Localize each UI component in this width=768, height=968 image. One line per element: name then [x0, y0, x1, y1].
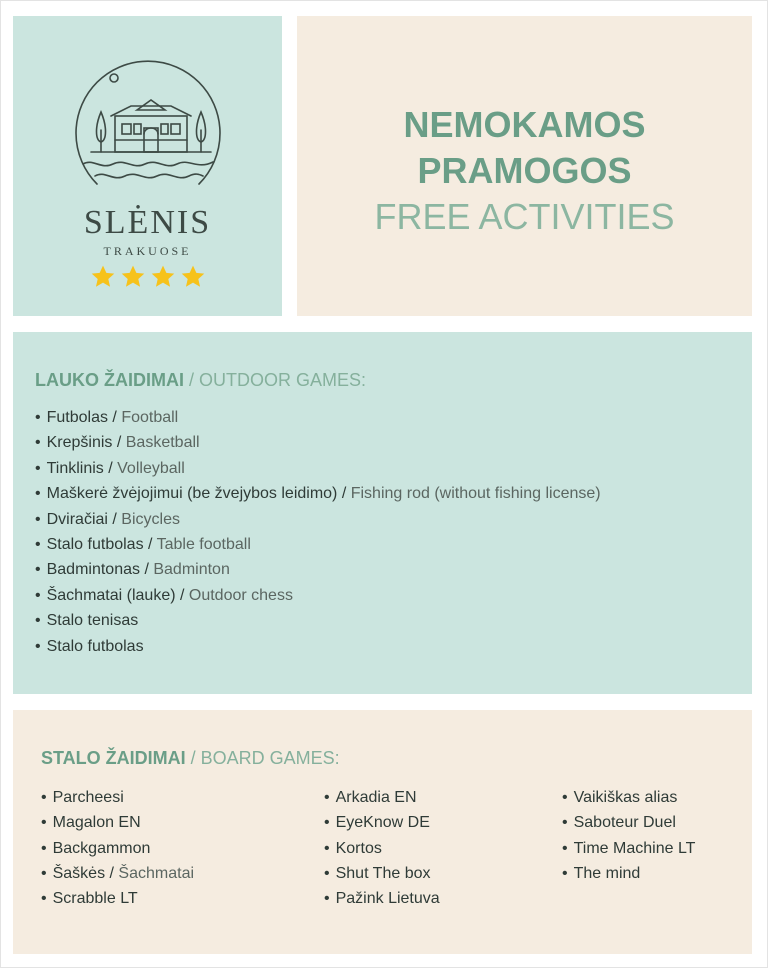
item-lt: Parcheesi	[52, 789, 124, 806]
list-item	[324, 785, 440, 810]
star-icon	[150, 264, 176, 290]
list-item	[35, 481, 601, 506]
item-lt: EyeKnow DE	[335, 814, 430, 832]
star-rating	[13, 264, 282, 290]
item-lt: Shut The box	[335, 864, 431, 882]
bullet: •	[324, 789, 330, 806]
bullet: •	[324, 864, 330, 882]
item-en: Bicycles	[121, 510, 180, 528]
item-lt: The mind	[573, 864, 641, 882]
item-lt: Saboteur Duel	[573, 814, 676, 832]
item-lt: Futbolas /	[46, 409, 122, 426]
bullet: •	[562, 814, 568, 832]
list-item	[562, 785, 695, 810]
outdoor-games-list	[35, 405, 601, 659]
bullet: •	[324, 890, 330, 908]
brand-subtitle: TRAKUOSE	[103, 244, 192, 258]
star-icon	[120, 264, 146, 290]
bullet: •	[35, 510, 41, 528]
item-lt: Magalon EN	[52, 814, 141, 832]
list-item	[324, 836, 440, 861]
bullet: •	[562, 864, 568, 882]
bullet: •	[324, 814, 330, 832]
logo-panel	[13, 16, 282, 316]
list-item	[562, 861, 695, 886]
item-en: Šachmatai	[118, 864, 195, 882]
item-en: Volleyball	[117, 459, 185, 477]
item-lt: Arkadia EN	[335, 789, 417, 806]
outdoor-games-heading	[35, 370, 366, 391]
item-lt: Backgammon	[52, 839, 151, 857]
list-item	[35, 456, 601, 481]
item-lt: Krepšinis /	[46, 434, 126, 452]
outdoor-games-section	[13, 332, 752, 694]
bullet: •	[324, 839, 330, 857]
heading-lt: STALO ŽAIDIMAI	[41, 748, 186, 768]
star-icon	[180, 264, 206, 290]
list-item	[35, 405, 601, 430]
bullet: •	[35, 536, 41, 554]
item-lt: Pažink Lietuva	[335, 890, 440, 908]
page-title	[297, 102, 752, 240]
title-panel	[297, 16, 752, 316]
brand-name: SLĖNIS	[83, 204, 212, 241]
bullet: •	[35, 485, 41, 503]
manor-house-logo-icon	[71, 56, 225, 196]
item-en: Football	[121, 409, 179, 426]
list-item	[324, 886, 440, 911]
board-games-column-2	[324, 785, 440, 911]
list-item	[35, 532, 601, 557]
bullet: •	[41, 814, 47, 832]
item-lt: Badmintonas /	[46, 561, 154, 579]
item-lt: Maškerė žvėjojimui (be žvejybos leidimo) /	[46, 485, 351, 503]
list-item	[35, 507, 601, 532]
list-item	[41, 861, 194, 886]
item-lt: Dviračiai /	[46, 510, 122, 528]
bullet: •	[35, 561, 41, 579]
board-games-section	[13, 710, 752, 954]
list-item	[324, 810, 440, 835]
title-line-3: FREE ACTIVITIES	[374, 196, 675, 237]
heading-en: / BOARD GAMES:	[185, 748, 340, 768]
heading-lt: LAUKO ŽAIDIMAI	[35, 370, 184, 390]
board-games-heading	[41, 748, 340, 769]
item-en: Basketball	[125, 434, 200, 452]
item-lt: Time Machine LT	[573, 839, 696, 857]
bullet: •	[35, 637, 41, 655]
bullet: •	[35, 612, 41, 630]
bullet: •	[562, 789, 568, 806]
item-en: Table football	[156, 536, 251, 554]
item-lt: Vaikiškas alias	[573, 789, 678, 806]
bullet: •	[35, 409, 41, 426]
item-en: Badminton	[153, 561, 230, 579]
bullet: •	[41, 789, 47, 806]
bullet: •	[35, 586, 41, 604]
bullet: •	[35, 434, 41, 452]
list-item	[41, 836, 194, 861]
item-lt: Kortos	[335, 839, 382, 857]
list-item	[41, 785, 194, 810]
item-lt: Stalo futbolas	[46, 637, 144, 655]
board-games-column-3	[562, 785, 695, 886]
list-item	[41, 810, 194, 835]
bullet: •	[41, 864, 47, 882]
list-item	[35, 634, 601, 659]
item-lt: Stalo tenisas	[46, 612, 139, 630]
item-en: Fishing rod (without fishing license)	[350, 485, 601, 503]
item-lt: Stalo futbolas /	[46, 536, 157, 554]
bullet: •	[41, 839, 47, 857]
item-lt: Scrabble LT	[52, 890, 138, 908]
list-item	[41, 886, 194, 911]
list-item	[35, 557, 601, 582]
list-item	[35, 583, 601, 608]
star-icon	[90, 264, 116, 290]
item-lt: Tinklinis /	[46, 459, 118, 477]
list-item	[562, 836, 695, 861]
title-line-2: PRAMOGOS	[417, 150, 632, 191]
list-item	[35, 608, 601, 633]
title-line-1: NEMOKAMOS	[403, 104, 646, 145]
item-lt: Šachmatai (lauke) /	[46, 586, 189, 604]
bullet: •	[562, 839, 568, 857]
list-item	[324, 861, 440, 886]
item-en: Outdoor chess	[188, 586, 293, 604]
bullet: •	[41, 890, 47, 908]
item-lt: Šaškės /	[52, 864, 119, 882]
board-games-column-1	[41, 785, 194, 911]
heading-en: / OUTDOOR GAMES:	[183, 370, 366, 390]
list-item	[35, 430, 601, 455]
bullet: •	[35, 459, 41, 477]
list-item	[562, 810, 695, 835]
